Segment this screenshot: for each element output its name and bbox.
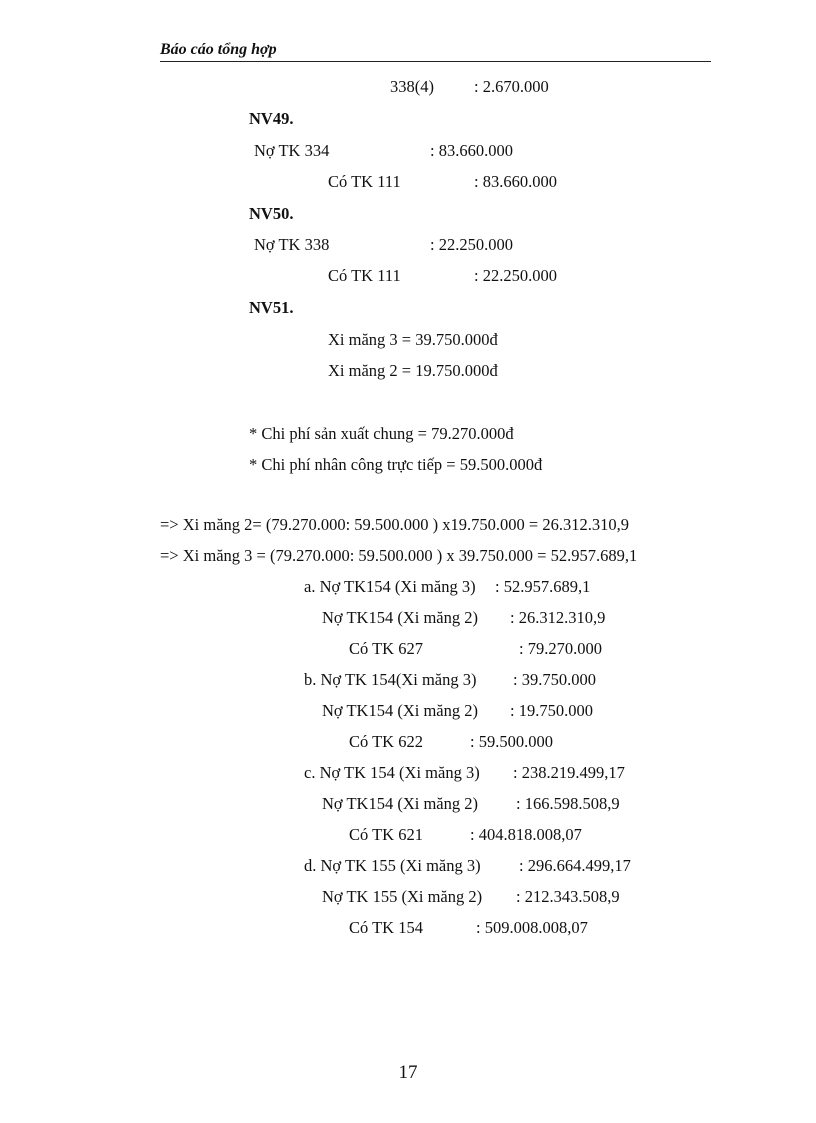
entry-amount: : 19.750.000 bbox=[510, 701, 593, 720]
formula-line: => Xi măng 3 = (79.270.000: 59.500.000 ) x 39.750.000 = 52.957.689,1 bbox=[160, 546, 638, 565]
section-heading: NV49. bbox=[249, 109, 294, 128]
text-line: Xi măng 3 = 39.750.000đ bbox=[328, 330, 498, 349]
entry-account: a. Nợ TK154 (Xi măng 3) bbox=[304, 577, 476, 596]
entry-amount: : 52.957.689,1 bbox=[495, 577, 591, 596]
page-number: 17 bbox=[398, 1062, 418, 1083]
entry-amount: : 79.270.000 bbox=[519, 639, 602, 658]
text-line: Xi măng 2 = 19.750.000đ bbox=[328, 361, 498, 380]
entry-amount: : 83.660.000 bbox=[430, 141, 513, 160]
entry-account: Có TK 111 bbox=[328, 172, 401, 191]
entry-account: Nợ TK 334 bbox=[254, 141, 330, 160]
text-line: * Chi phí sản xuất chung = 79.270.000đ bbox=[249, 424, 514, 443]
entry-account: Nợ TK154 (Xi măng 2) bbox=[322, 794, 478, 813]
entry-account: Nợ TK 155 (Xi măng 2) bbox=[322, 887, 483, 906]
header-title: Báo cáo tổng hợp bbox=[160, 41, 277, 58]
entry-account: c. Nợ TK 154 (Xi măng 3) bbox=[304, 763, 480, 782]
section-heading: NV51. bbox=[249, 298, 294, 317]
entry-account: Có TK 627 bbox=[349, 639, 423, 658]
entry-amount: : 166.598.508,9 bbox=[516, 794, 620, 813]
entry-amount: : 83.660.000 bbox=[474, 172, 557, 191]
entry-account: Có TK 154 bbox=[349, 918, 423, 937]
text-line: * Chi phí nhân công trực tiếp = 59.500.000đ bbox=[249, 455, 543, 474]
entry-account: b. Nợ TK 154(Xi măng 3) bbox=[304, 670, 477, 689]
entry-account: Nợ TK154 (Xi măng 2) bbox=[322, 701, 478, 720]
entry-account: Nợ TK154 (Xi măng 2) bbox=[322, 608, 478, 627]
entry-account: Có TK 622 bbox=[349, 732, 423, 751]
entry-amount: : 22.250.000 bbox=[474, 266, 557, 285]
entry-amount: : 59.500.000 bbox=[470, 732, 553, 751]
entry-amount: : 39.750.000 bbox=[513, 670, 596, 689]
entry-account: Có TK 111 bbox=[328, 266, 401, 285]
entry-amount: : 296.664.499,17 bbox=[519, 856, 631, 875]
section-heading: NV50. bbox=[249, 204, 294, 223]
entry-account: d. Nợ TK 155 (Xi măng 3) bbox=[304, 856, 481, 875]
entry-amount: : 404.818.008,07 bbox=[470, 825, 582, 844]
entry-amount: : 2.670.000 bbox=[474, 77, 549, 96]
page-header bbox=[160, 40, 711, 62]
entry-account: Có TK 621 bbox=[349, 825, 423, 844]
entry-amount: : 238.219.499,17 bbox=[513, 763, 625, 782]
formula-line: => Xi măng 2= (79.270.000: 59.500.000 ) x19.750.000 = 26.312.310,9 bbox=[160, 515, 629, 534]
entry-amount: : 509.008.008,07 bbox=[476, 918, 588, 937]
entry-account: 338(4) bbox=[390, 77, 434, 96]
entry-amount: : 26.312.310,9 bbox=[510, 608, 606, 627]
entry-amount: : 22.250.000 bbox=[430, 235, 513, 254]
entry-account: Nợ TK 338 bbox=[254, 235, 330, 254]
entry-amount: : 212.343.508,9 bbox=[516, 887, 620, 906]
